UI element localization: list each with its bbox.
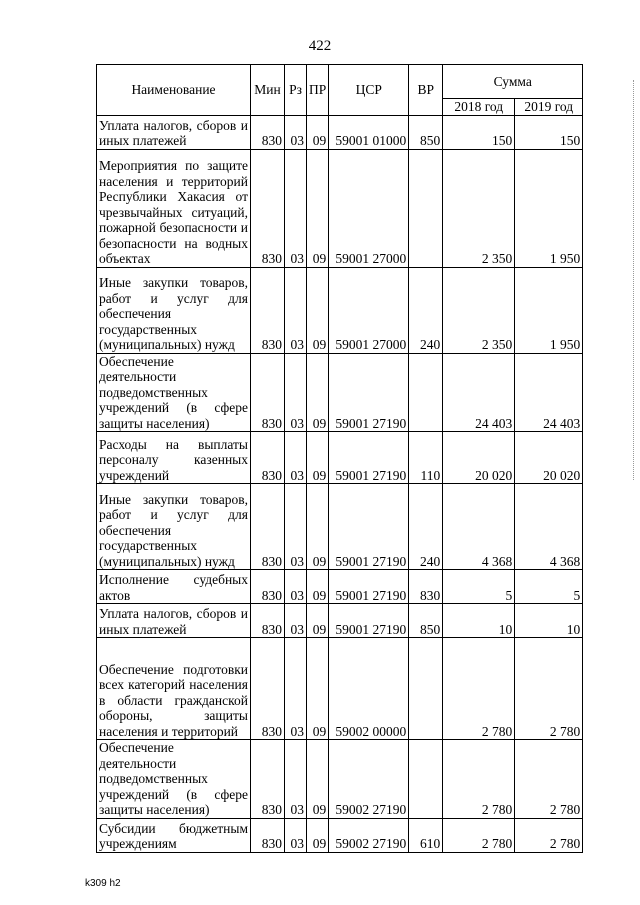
row-pr: 09 <box>307 267 329 353</box>
row-min: 830 <box>251 740 285 819</box>
row-sum-2019: 5 <box>515 570 583 604</box>
row-vr: 850 <box>409 115 443 149</box>
row-sum-2018: 24 403 <box>443 353 515 432</box>
row-name: Исполнение судебных актов <box>97 570 251 604</box>
row-pr: 09 <box>307 149 329 267</box>
row-vr <box>409 353 443 432</box>
row-pr: 09 <box>307 353 329 432</box>
row-sum-2019: 10 <box>515 604 583 638</box>
row-sum-2019: 2 780 <box>515 818 583 852</box>
row-rz: 03 <box>285 604 307 638</box>
header-rz: Рз <box>285 65 307 116</box>
row-csr: 59002 27190 <box>329 740 409 819</box>
row-pr: 09 <box>307 638 329 740</box>
row-rz: 03 <box>285 149 307 267</box>
header-year-2019: 2019 год <box>515 99 583 116</box>
row-sum-2019: 1 950 <box>515 149 583 267</box>
row-pr: 09 <box>307 432 329 484</box>
row-csr: 59001 27190 <box>329 484 409 570</box>
row-pr: 09 <box>307 604 329 638</box>
table-row <box>97 267 583 353</box>
row-min: 830 <box>251 432 285 484</box>
table-row <box>97 149 583 267</box>
budget-table <box>96 64 583 853</box>
row-name: Иные закупки товаров, работ и услуг для обеспечения государственных (муниципальных) нужд <box>97 267 251 353</box>
row-sum-2019: 150 <box>515 115 583 149</box>
row-csr: 59001 27000 <box>329 149 409 267</box>
row-sum-2019: 2 780 <box>515 740 583 819</box>
row-min: 830 <box>251 115 285 149</box>
row-vr: 830 <box>409 570 443 604</box>
row-rz: 03 <box>285 115 307 149</box>
row-min: 830 <box>251 267 285 353</box>
header-year-2018: 2018 год <box>443 99 515 116</box>
row-vr: 850 <box>409 604 443 638</box>
row-vr: 240 <box>409 484 443 570</box>
row-name: Обеспечение деятельности подведомственных учреждений (в сфере защиты населения) <box>97 740 251 819</box>
row-rz: 03 <box>285 570 307 604</box>
row-name: Обеспечение деятельности подведомственных учреждений (в сфере защиты населения) <box>97 353 251 432</box>
header-name: Наименование <box>97 65 251 116</box>
row-sum-2018: 150 <box>443 115 515 149</box>
row-min: 830 <box>251 570 285 604</box>
row-vr: 240 <box>409 267 443 353</box>
row-rz: 03 <box>285 432 307 484</box>
row-name: Уплата налогов, сборов и иных платежей <box>97 604 251 638</box>
table-row <box>97 115 583 149</box>
table-row <box>97 484 583 570</box>
table-row <box>97 818 583 852</box>
table-row <box>97 638 583 740</box>
margin-mark <box>632 80 634 480</box>
row-sum-2019: 1 950 <box>515 267 583 353</box>
row-rz: 03 <box>285 484 307 570</box>
row-vr <box>409 149 443 267</box>
row-name: Субсидии бюджетным учреждениям <box>97 818 251 852</box>
row-pr: 09 <box>307 818 329 852</box>
row-name: Уплата налогов, сборов и иных платежей <box>97 115 251 149</box>
row-sum-2019: 20 020 <box>515 432 583 484</box>
row-min: 830 <box>251 149 285 267</box>
row-csr: 59001 27190 <box>329 570 409 604</box>
header-csr: ЦСР <box>329 65 409 116</box>
row-min: 830 <box>251 638 285 740</box>
row-min: 830 <box>251 604 285 638</box>
row-rz: 03 <box>285 818 307 852</box>
row-pr: 09 <box>307 570 329 604</box>
row-sum-2018: 20 020 <box>443 432 515 484</box>
row-name: Расходы на выплаты персоналу казенных учреждений <box>97 432 251 484</box>
row-sum-2018: 5 <box>443 570 515 604</box>
row-sum-2018: 2 780 <box>443 638 515 740</box>
row-sum-2018: 2 350 <box>443 149 515 267</box>
row-name: Мероприятия по защите населения и территорий Республики Хакасия от чрезвычайных ситуаций, пожарной безопасности и безопасности на водных объектах <box>97 149 251 267</box>
row-rz: 03 <box>285 740 307 819</box>
row-min: 830 <box>251 484 285 570</box>
row-csr: 59002 27190 <box>329 818 409 852</box>
page-number: 422 <box>308 38 332 54</box>
table-row <box>97 353 583 432</box>
row-sum-2018: 2 780 <box>443 740 515 819</box>
header-sum: Сумма <box>443 65 583 99</box>
row-pr: 09 <box>307 740 329 819</box>
table-row <box>97 570 583 604</box>
header-vr: ВР <box>409 65 443 116</box>
table-row <box>97 432 583 484</box>
row-sum-2019: 2 780 <box>515 638 583 740</box>
table-row <box>97 604 583 638</box>
row-vr: 610 <box>409 818 443 852</box>
row-csr: 59001 27190 <box>329 604 409 638</box>
row-pr: 09 <box>307 484 329 570</box>
header-pr: ПР <box>307 65 329 116</box>
row-min: 830 <box>251 818 285 852</box>
row-name: Иные закупки товаров, работ и услуг для обеспечения государственных (муниципальных) нужд <box>97 484 251 570</box>
row-sum-2019: 24 403 <box>515 353 583 432</box>
row-csr: 59001 27190 <box>329 353 409 432</box>
row-sum-2019: 4 368 <box>515 484 583 570</box>
row-csr: 59001 27000 <box>329 267 409 353</box>
row-csr: 59001 01000 <box>329 115 409 149</box>
row-pr: 09 <box>307 115 329 149</box>
row-sum-2018: 2 780 <box>443 818 515 852</box>
row-sum-2018: 10 <box>443 604 515 638</box>
row-csr: 59002 00000 <box>329 638 409 740</box>
row-vr <box>409 638 443 740</box>
row-vr: 110 <box>409 432 443 484</box>
row-rz: 03 <box>285 638 307 740</box>
row-csr: 59001 27190 <box>329 432 409 484</box>
row-name: Обеспечение подготовки всех категорий населения в области гражданской обороны, защиты населения и территорий <box>97 638 251 740</box>
table-row <box>97 740 583 819</box>
row-rz: 03 <box>285 267 307 353</box>
header-min: Мин <box>251 65 285 116</box>
row-rz: 03 <box>285 353 307 432</box>
row-sum-2018: 4 368 <box>443 484 515 570</box>
row-min: 830 <box>251 353 285 432</box>
footer-code: k309 h2 <box>85 878 121 889</box>
row-sum-2018: 2 350 <box>443 267 515 353</box>
row-vr <box>409 740 443 819</box>
